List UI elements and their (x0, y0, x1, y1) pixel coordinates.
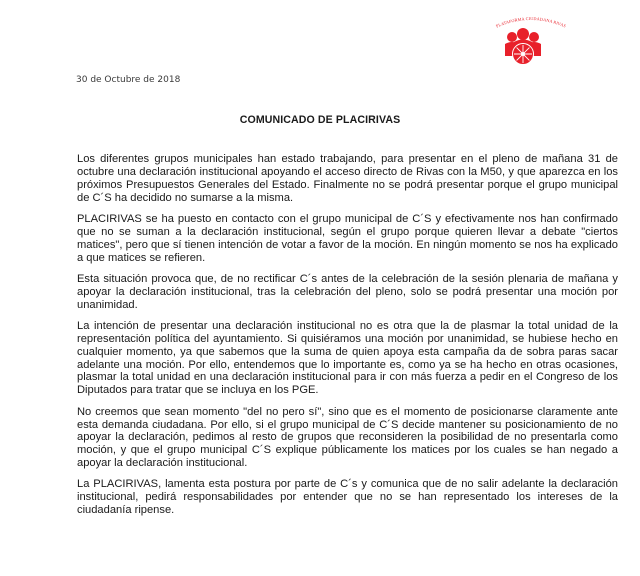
logo-arc-text: PLATAFORMA CIUDADANA RIVAS (495, 15, 567, 29)
paragraph: No creemos que sean momento "del no pero sí", sino que es el momento de posicionarse claramente ante esta demanda ciudadana. Por ello, si el grupo municipal de C´S decide mantener su posicionamiento de no apoyar la declaración, pedimos al resto de grupos que reconsideren la posibilidad de no presentarla como moción, y que el grupo municipal C´S explique públicamente los matices por los cuales se han negado a apoyar la declaración institucional. (77, 405, 618, 470)
organization-logo (492, 14, 570, 66)
document-date: 30 de Octubre de 2018 (76, 75, 181, 85)
svg-text:PLATAFORMA CIUDADANA RIVAS (495, 16, 567, 29)
document-title: COMUNICADO DE PLACIRIVAS (239, 114, 401, 126)
paragraph: Los diferentes grupos municipales han estado trabajando, para presentar en el pleno de mañana 31 de octubre una declaración institucional apoyando el acceso directo de Rivas con la M50, y que aparezca en los próximos Presupuestos Generales del Estado. Finalmente no se podrá presentar porque el grupo municipal de C´S ha decidido no sumarse a la misma. (77, 153, 618, 204)
paragraph: La intención de presentar una declaración institucional no es otra que la de plasmar la total unidad de la representación política del ayuntamiento. Si quisiéramos una moción por unanimidad, se hubiese hecho en cualquier momento, ya que sabemos que la suma de quien apoya esta campaña da de sobra paras sacar adelante una moción. Por ello, entendemos que lo importante es, como ya se ha hecho en otras ocasiones, plasmar la total unidad en una declaración institucional para ir con más fuerza a pedir en el Congreso de los Diputados para tratar que se incluya en los PGE. (77, 319, 618, 397)
placirivas-logo-icon (492, 14, 570, 66)
paragraph: Esta situación provoca que, de no rectificar C´s antes de la celebración de la sesión plenaria de mañana y apoyar la declaración institucional, tras la celebración del pleno, solo se podrá presentar una moción por unanimidad. (77, 272, 618, 311)
paragraph: La PLACIRIVAS, lamenta esta postura por parte de C´s y comunica que de no salir adelante la declaración institucional, pedirá responsabilidades por entender que no se han representado los intereses de la ciudadanía ripense. (77, 478, 618, 517)
paragraph: PLACIRIVAS se ha puesto en contacto con el grupo municipal de C´S y efectivamente nos han confirmado que no se suman a la declaración institucional, según el grupo porque quieren llevar a debate "ciertos matices", pero que sí tienen intención de votar a favor de la moción. En ningún momento se nos ha explicado a que matices se refieren. (77, 212, 618, 264)
document-body (77, 153, 618, 525)
